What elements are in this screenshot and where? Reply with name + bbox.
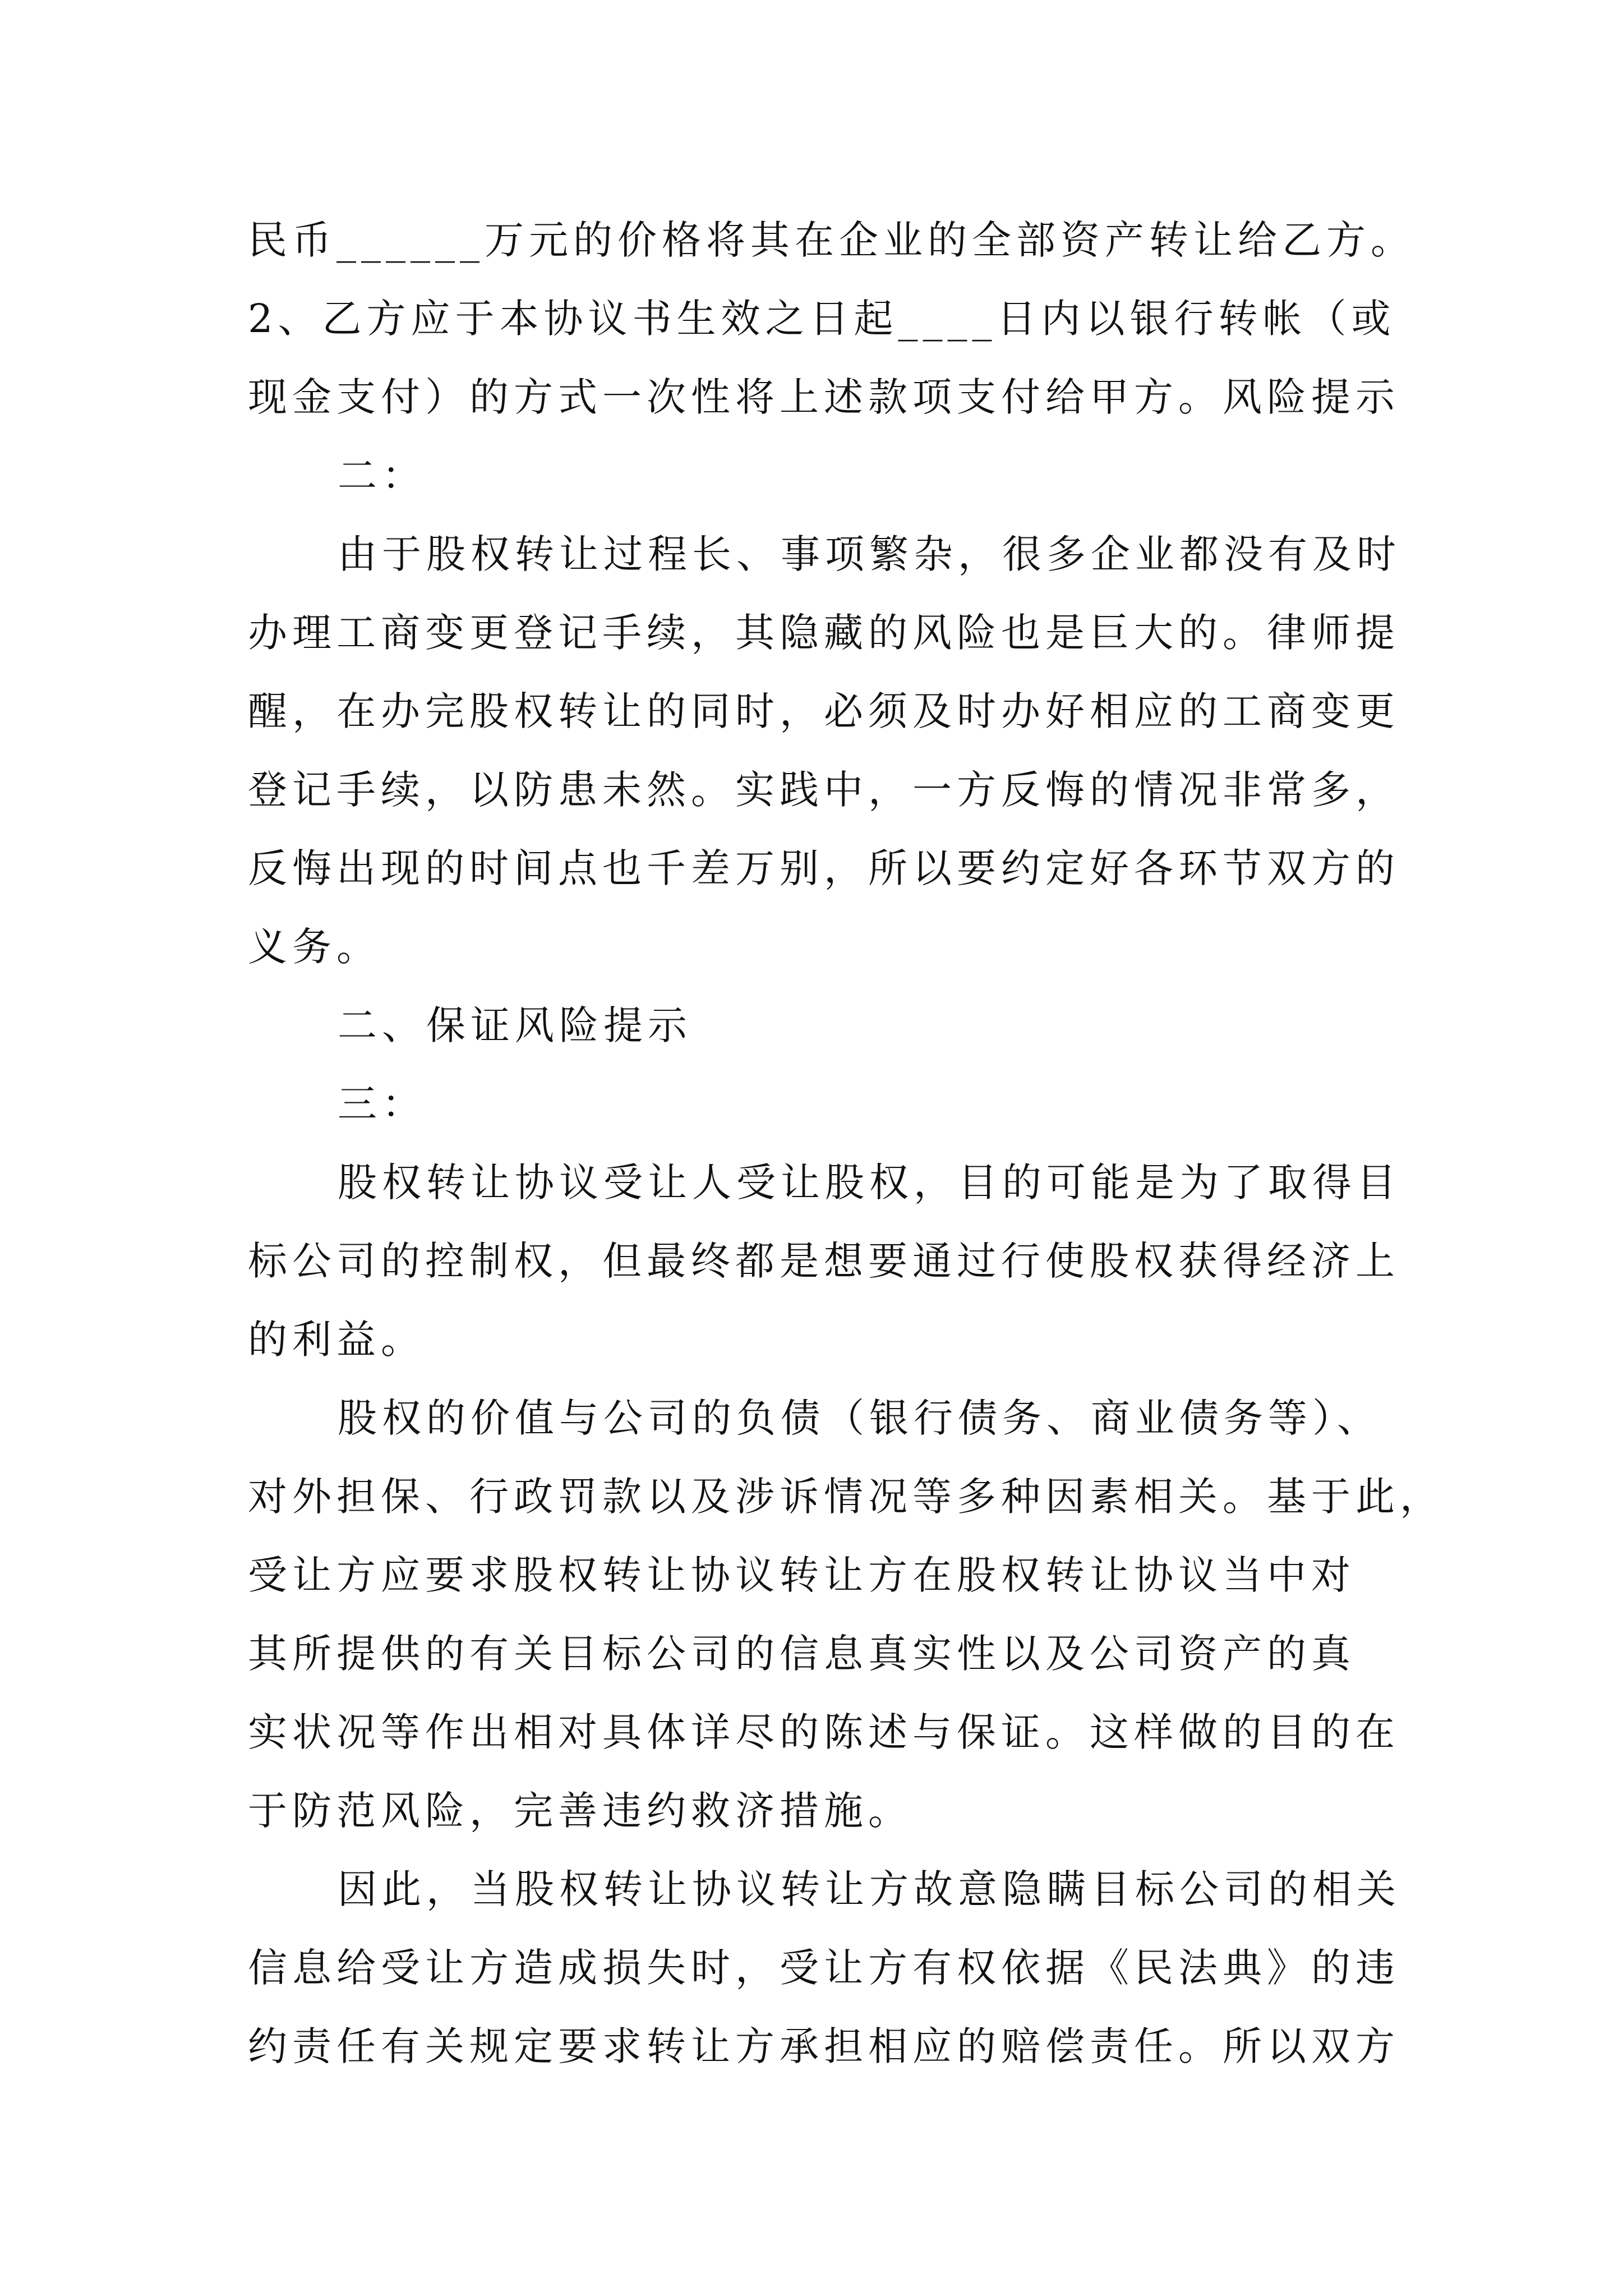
text-line: 民币______万元的价格将其在企业的全部资产转让给乙方。 [248,217,1415,263]
text-line: 标公司的控制权，但最终都是想要通过行使股权获得经济上 [248,1238,1400,1284]
paragraph-start-line: 由于股权转让过程长、事项繁杂，很多企业都没有及时 [338,531,1401,577]
text-line: 受让方应要求股权转让协议转让方在股权转让协议当中对 [248,1552,1355,1598]
text-line: 信息给受让方造成损失时，受让方有权依据《民法典》的违 [248,1945,1400,1991]
text-line: 办理工商变更登记手续，其隐藏的风险也是巨大的。律师提 [248,610,1400,656]
text-line: 约责任有关规定要求转让方承担相应的赔偿责任。所以双方 [248,2023,1400,2069]
section-heading: 二、保证风险提示 [338,1002,692,1048]
text-line: 义务。 [248,924,381,970]
text-line: 实状况等作出相对具体详尽的陈述与保证。这样做的目的在 [248,1709,1400,1755]
text-line: 其所提供的有关目标公司的信息真实性以及公司资产的真 [248,1631,1355,1677]
text-line: 2、乙方应于本协议书生效之日起____日内以银行转帐（或 [248,296,1396,342]
paragraph-start-line: 股权转让协议受让人受让股权，目的可能是为了取得目 [338,1159,1401,1205]
document-body [248,201,1444,2086]
text-line: 反悔出现的时间点也千差万别，所以要约定好各环节双方的 [248,845,1400,891]
text-line: 于防范风险，完善违约救济措施。 [248,1788,912,1834]
text-line: 对外担保、行政罚款以及涉诉情况等多种因素相关。基于此， [248,1474,1444,1520]
text-line: 二： [338,453,426,499]
text-line: 三： [338,1081,426,1127]
paragraph-start-line: 因此，当股权转让协议转让方故意隐瞒目标公司的相关 [338,1866,1401,1912]
text-line: 的利益。 [248,1317,425,1363]
paragraph-start-line: 股权的价值与公司的负债（银行债务、商业债务等）、 [338,1395,1381,1441]
text-line: 醒，在办完股权转让的同时，必须及时办好相应的工商变更 [248,688,1400,734]
text-line: 登记手续，以防患未然。实践中，一方反悔的情况非常多， [248,767,1400,813]
text-line: 现金支付）的方式一次性将上述款项支付给甲方。风险提示 [248,374,1400,420]
